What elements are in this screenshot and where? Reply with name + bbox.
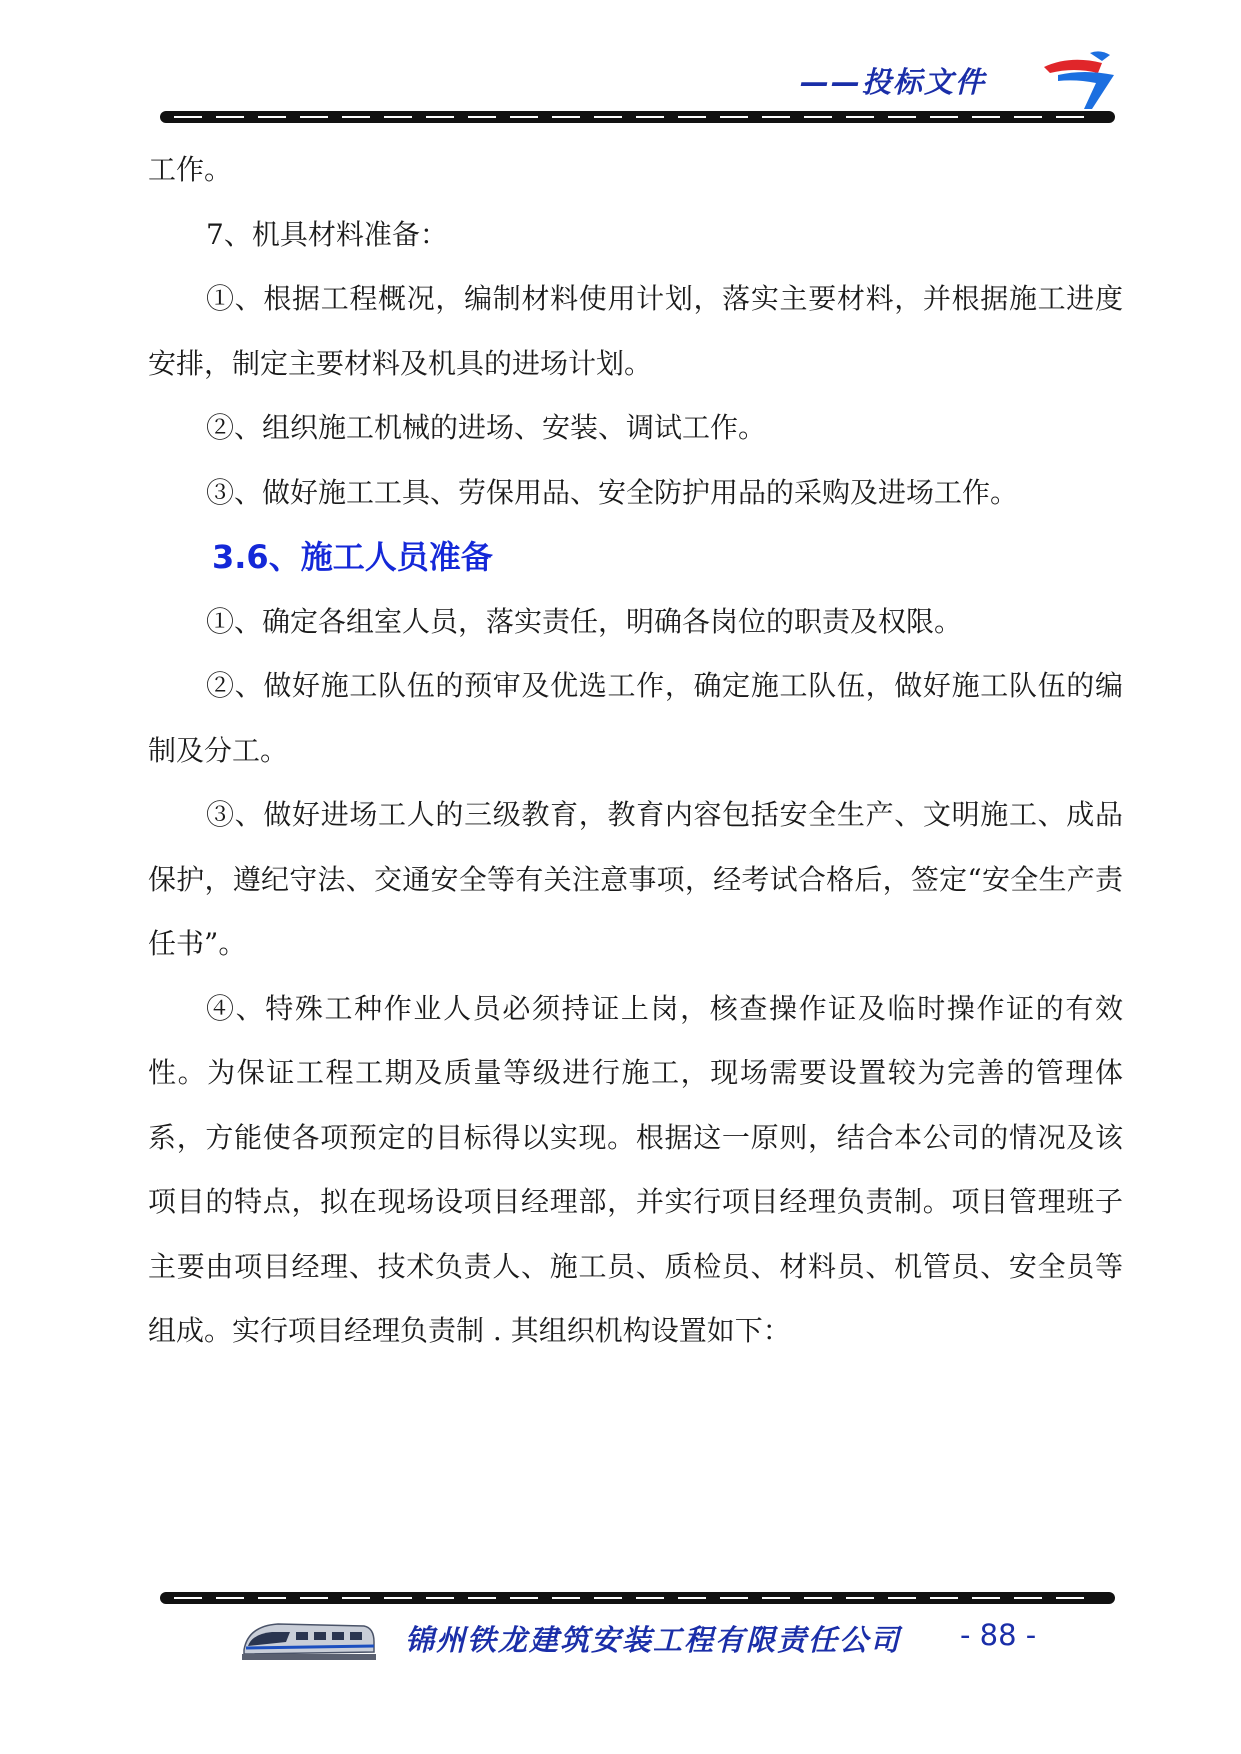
paragraph: ②、组织施工机械的进场、安装、调试工作。 bbox=[206, 411, 767, 444]
footer-company-name: 锦州铁龙建筑安装工程有限责任公司 bbox=[405, 1623, 902, 1657]
paragraph: ③、做好施工工具、劳保用品、安全防护用品的采购及进场工作。 bbox=[206, 475, 1019, 509]
header-title: ——投标文件 bbox=[800, 65, 987, 99]
footer-divider bbox=[160, 1592, 1115, 1604]
paragraph: ①、根据工程概况，编制材料使用计划，落实主要材料，并根据施工进度安排，制定主要材料及机具的进场计划。 bbox=[148, 282, 1123, 380]
paragraph: ④、特殊工种作业人员必须持证上岗，核查操作证及临时操作证的有效性。为保证工程工期及质量等级进行施工，现场需要设置较为完善的管理体系，方能使各项预定的目标得以实现。根据这一原则，结合本公司的情况及该项目的特点，拟在现场设项目经理部，并实行项目经理负责制。项目管理班子主要由项目经理、技术负责人、施工员、质检员、材料员、机管员、安全员等组成。实行项目经理负责制 . 其组织机构设置如下： bbox=[148, 991, 1123, 1347]
document-body bbox=[148, 138, 1123, 1364]
paragraph: ①、确定各组室人员，落实责任，明确各岗位的职责及权限。 bbox=[206, 604, 963, 638]
page-number: - 88 - bbox=[960, 1618, 1037, 1652]
paragraph: 工作。 bbox=[148, 153, 233, 186]
header-divider bbox=[160, 111, 1115, 123]
paragraph: ③、做好进场工人的三级教育，教育内容包括安全生产、文明施工、成品保护，遵纪守法、交通安全等有关注意事项，经考试合格后，签定“安全生产责任书”。 bbox=[148, 798, 1123, 960]
paragraph: 7、机具材料准备： bbox=[206, 217, 448, 251]
bird-logo-icon bbox=[1040, 45, 1120, 115]
paragraph: ②、做好施工队伍的预审及优选工作，确定施工队伍，做好施工队伍的编制及分工。 bbox=[148, 669, 1123, 767]
train-icon bbox=[238, 1612, 378, 1666]
section-heading: 3.6、施工人员准备 bbox=[212, 538, 493, 576]
